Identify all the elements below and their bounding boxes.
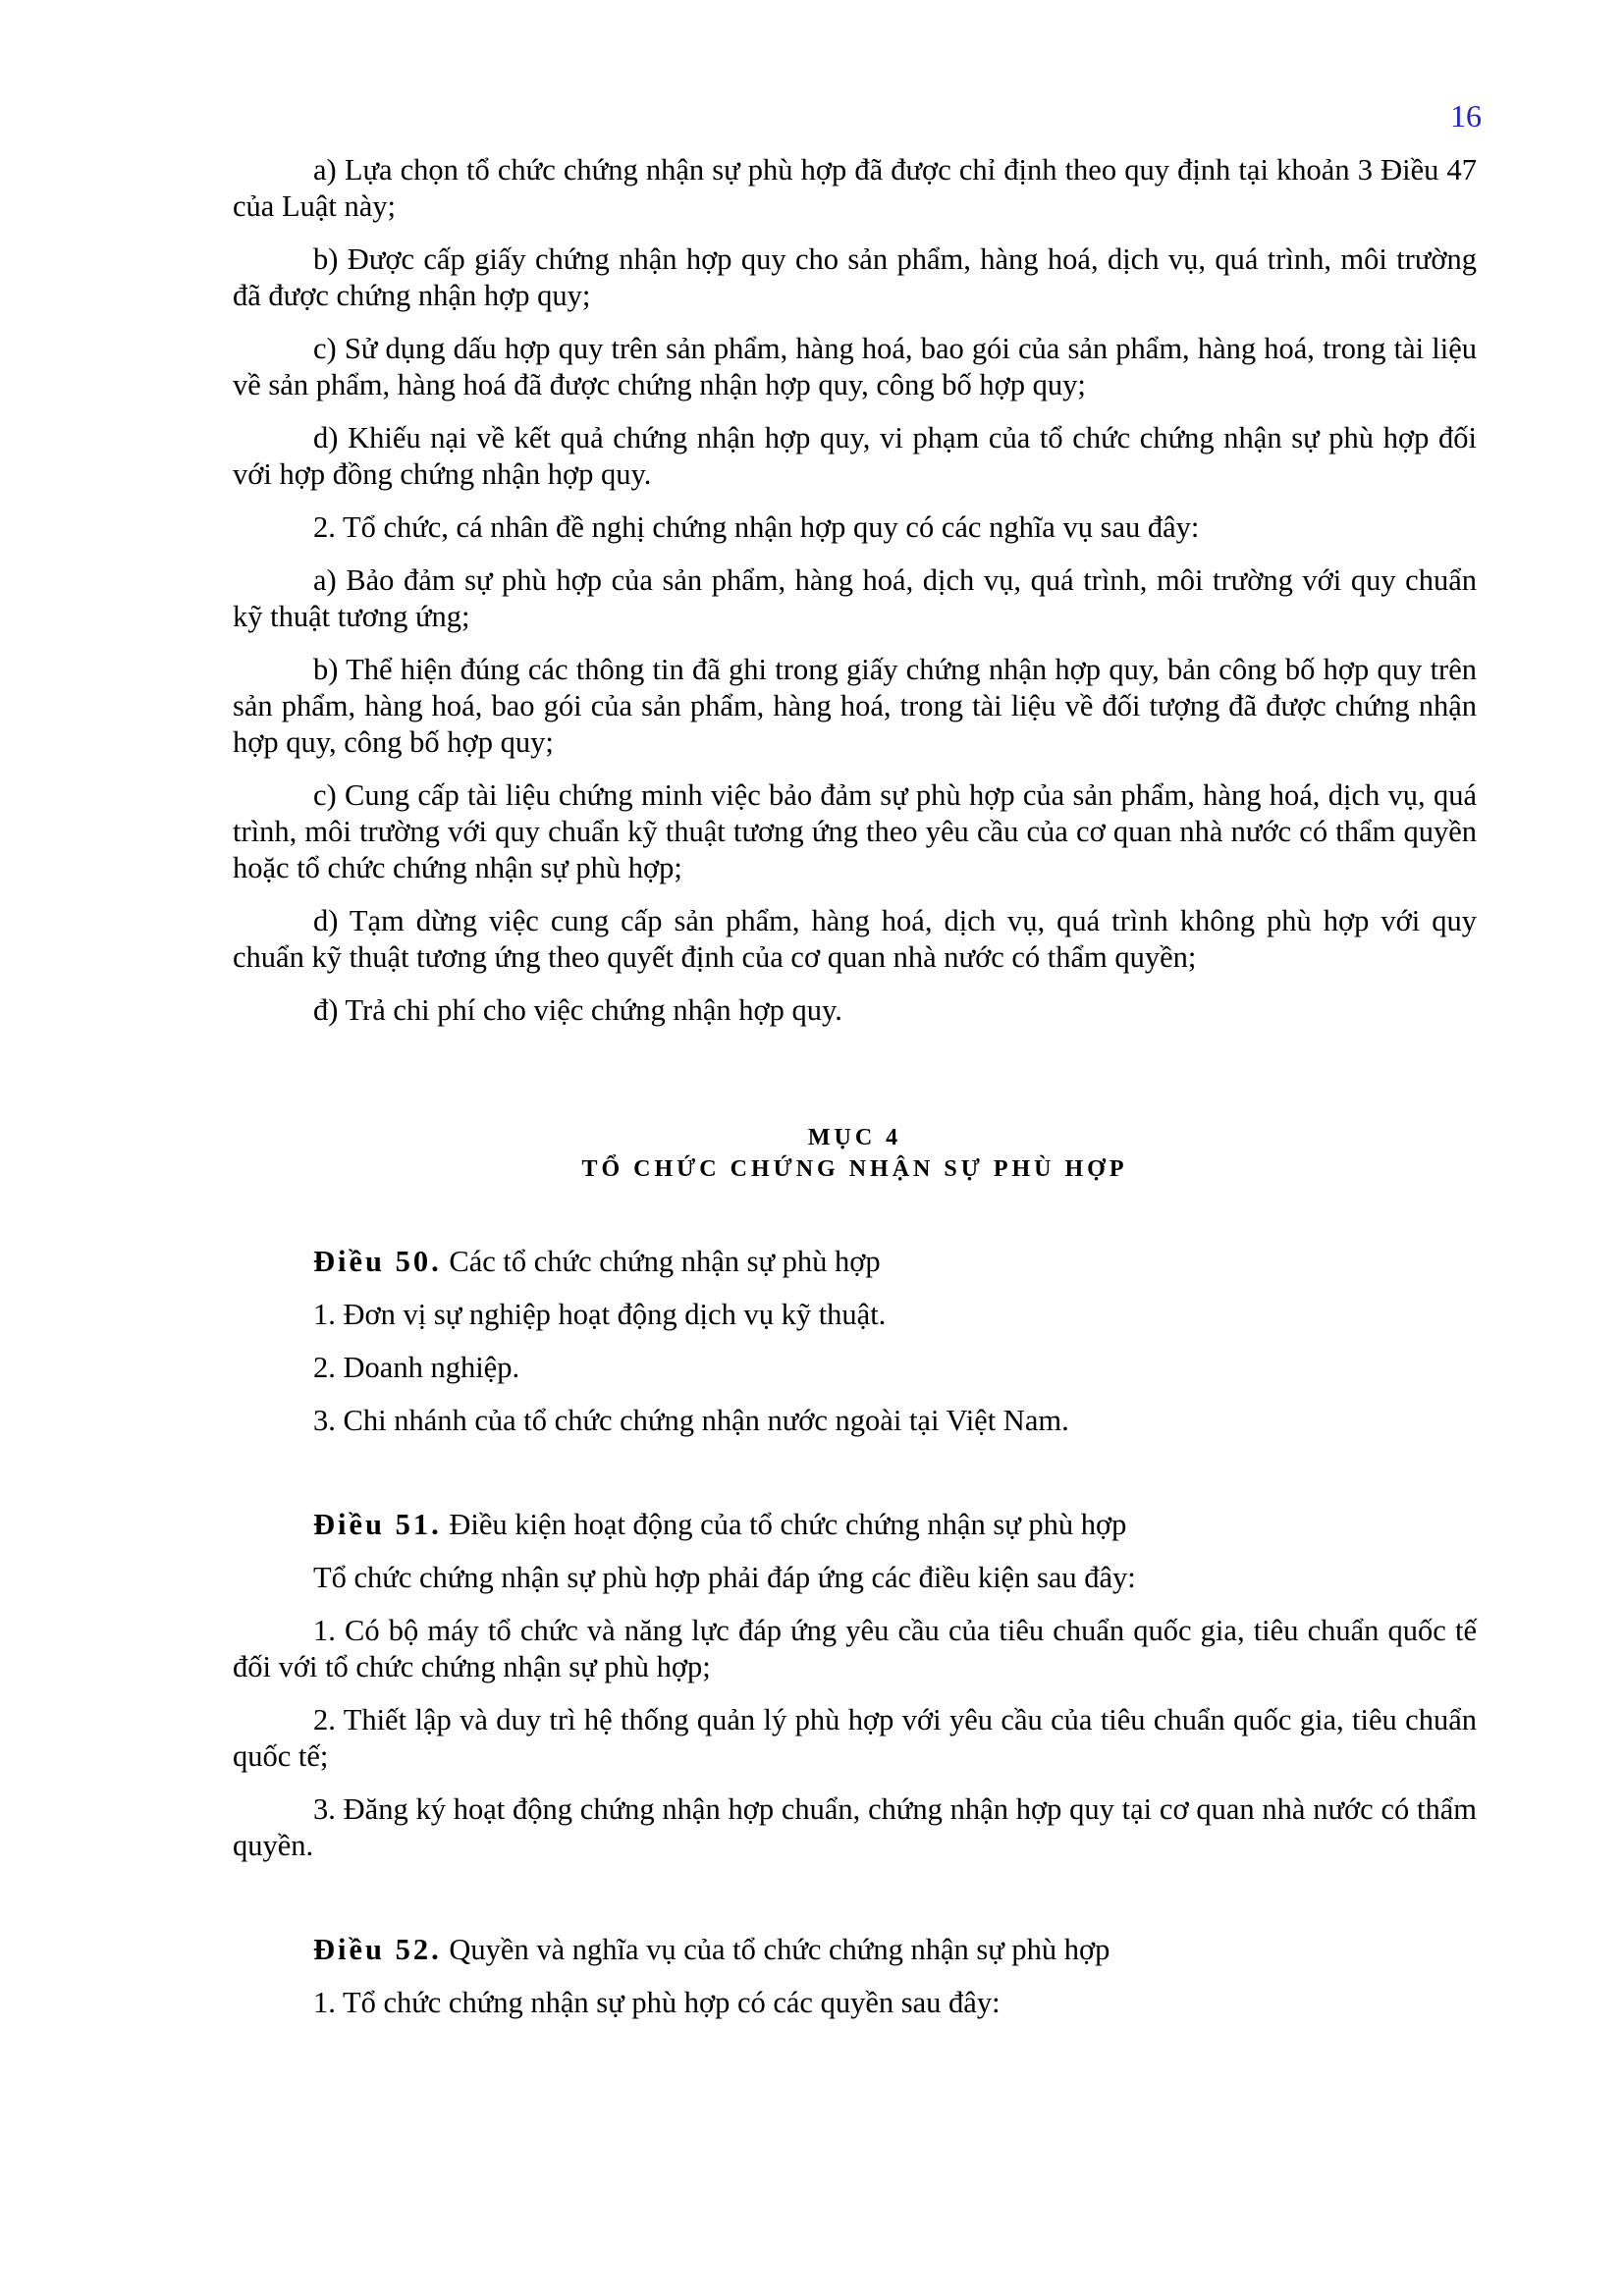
article-label: Điều 51.: [313, 1508, 442, 1541]
list-item: 1. Tổ chức chứng nhận sự phù hợp có các quyền sau đây:: [313, 1986, 1001, 2019]
article-heading: [233, 1507, 1477, 1543]
article-title: Quyền và nghĩa vụ của tổ chức chứng nhận sự phù hợp: [449, 1933, 1110, 1966]
section-label: MỤC 4: [807, 1125, 902, 1150]
article-heading: [233, 1244, 1477, 1280]
article-label: Điều 52.: [313, 1933, 442, 1966]
article-heading: [233, 1932, 1477, 1968]
document-body: [233, 152, 1477, 2038]
article-label: Điều 50.: [313, 1245, 442, 1278]
page-number: 16: [1450, 98, 1482, 133]
list-item: 2. Doanh nghiệp.: [313, 1351, 520, 1384]
paragraph: 2. Tổ chức, cá nhân đề nghị chứng nhận hợp quy có các nghĩa vụ sau đây:: [313, 510, 1200, 544]
list-item: 1. Có bộ máy tổ chức và năng lực đáp ứng yêu cầu của tiêu chuẩn quốc gia, tiêu chuẩn quốc tế đối với tổ chức chứng nhận sự phù hợp;: [233, 1614, 1477, 1683]
article-title: Điều kiện hoạt động của tổ chức chứng nhận sự phù hợp: [449, 1508, 1127, 1541]
paragraph: d) Khiếu nại về kết quả chứng nhận hợp quy, vi phạm của tổ chức chứng nhận sự phù hợp đối với hợp đồng chứng nhận hợp quy.: [233, 421, 1477, 491]
list-item: 3. Đăng ký hoạt động chứng nhận hợp chuẩn, chứng nhận hợp quy tại cơ quan nhà nước có thẩm quyền.: [233, 1792, 1477, 1862]
paragraph: b) Thể hiện đúng các thông tin đã ghi trong giấy chứng nhận hợp quy, bản công bố hợp quy trên sản phẩm, hàng hoá, bao gói của sản phẩm, hàng hoá, trong tài liệu về đối tượng đã được chứng nhận hợp quy, công bố hợp quy;: [233, 653, 1477, 759]
list-item: Tổ chức chứng nhận sự phù hợp phải đáp ứng các điều kiện sau đây:: [313, 1561, 1136, 1594]
section-title: TỔ CHỨC CHỨNG NHẬN SỰ PHÙ HỢP: [581, 1156, 1128, 1182]
list-item: 3. Chi nhánh của tổ chức chứng nhận nước ngoài tại Việt Nam.: [313, 1404, 1069, 1437]
paragraph: a) Lựa chọn tổ chức chứng nhận sự phù hợp đã được chỉ định theo quy định tại khoản 3 Điều 47 của Luật này;: [233, 153, 1477, 223]
list-item: 2. Thiết lập và duy trì hệ thống quản lý phù hợp với yêu cầu của tiêu chuẩn quốc gia, tiêu chuẩn quốc tế;: [233, 1703, 1477, 1773]
paragraph: b) Được cấp giấy chứng nhận hợp quy cho sản phẩm, hàng hoá, dịch vụ, quá trình, môi trường đã được chứng nhận hợp quy;: [233, 242, 1477, 312]
paragraph: c) Cung cấp tài liệu chứng minh việc bảo đảm sự phù hợp của sản phẩm, hàng hoá, dịch vụ, quá trình, môi trường với quy chuẩn kỹ thuật tương ứng theo yêu cầu của cơ quan nhà nước có thẩm quyền hoặc tổ chức chứng nhận sự phù hợp;: [233, 778, 1477, 884]
paragraph: đ) Trả chi phí cho việc chứng nhận hợp quy.: [313, 993, 842, 1027]
paragraph: c) Sử dụng dấu hợp quy trên sản phẩm, hàng hoá, bao gói của sản phẩm, hàng hoá, trong tài liệu về sản phẩm, hàng hoá đã được chứng nhận hợp quy, công bố hợp quy;: [233, 332, 1477, 401]
article-title: Các tổ chức chứng nhận sự phù hợp: [449, 1245, 881, 1278]
paragraph: d) Tạm dừng việc cung cấp sản phẩm, hàng hoá, dịch vụ, quá trình không phù hợp với quy chuẩn kỹ thuật tương ứng theo quyết định của cơ quan nhà nước có thẩm quyền;: [233, 904, 1477, 974]
list-item: 1. Đơn vị sự nghiệp hoạt động dịch vụ kỹ thuật.: [313, 1298, 887, 1331]
paragraph: a) Bảo đảm sự phù hợp của sản phẩm, hàng hoá, dịch vụ, quá trình, môi trường với quy chuẩn kỹ thuật tương ứng;: [233, 563, 1477, 633]
